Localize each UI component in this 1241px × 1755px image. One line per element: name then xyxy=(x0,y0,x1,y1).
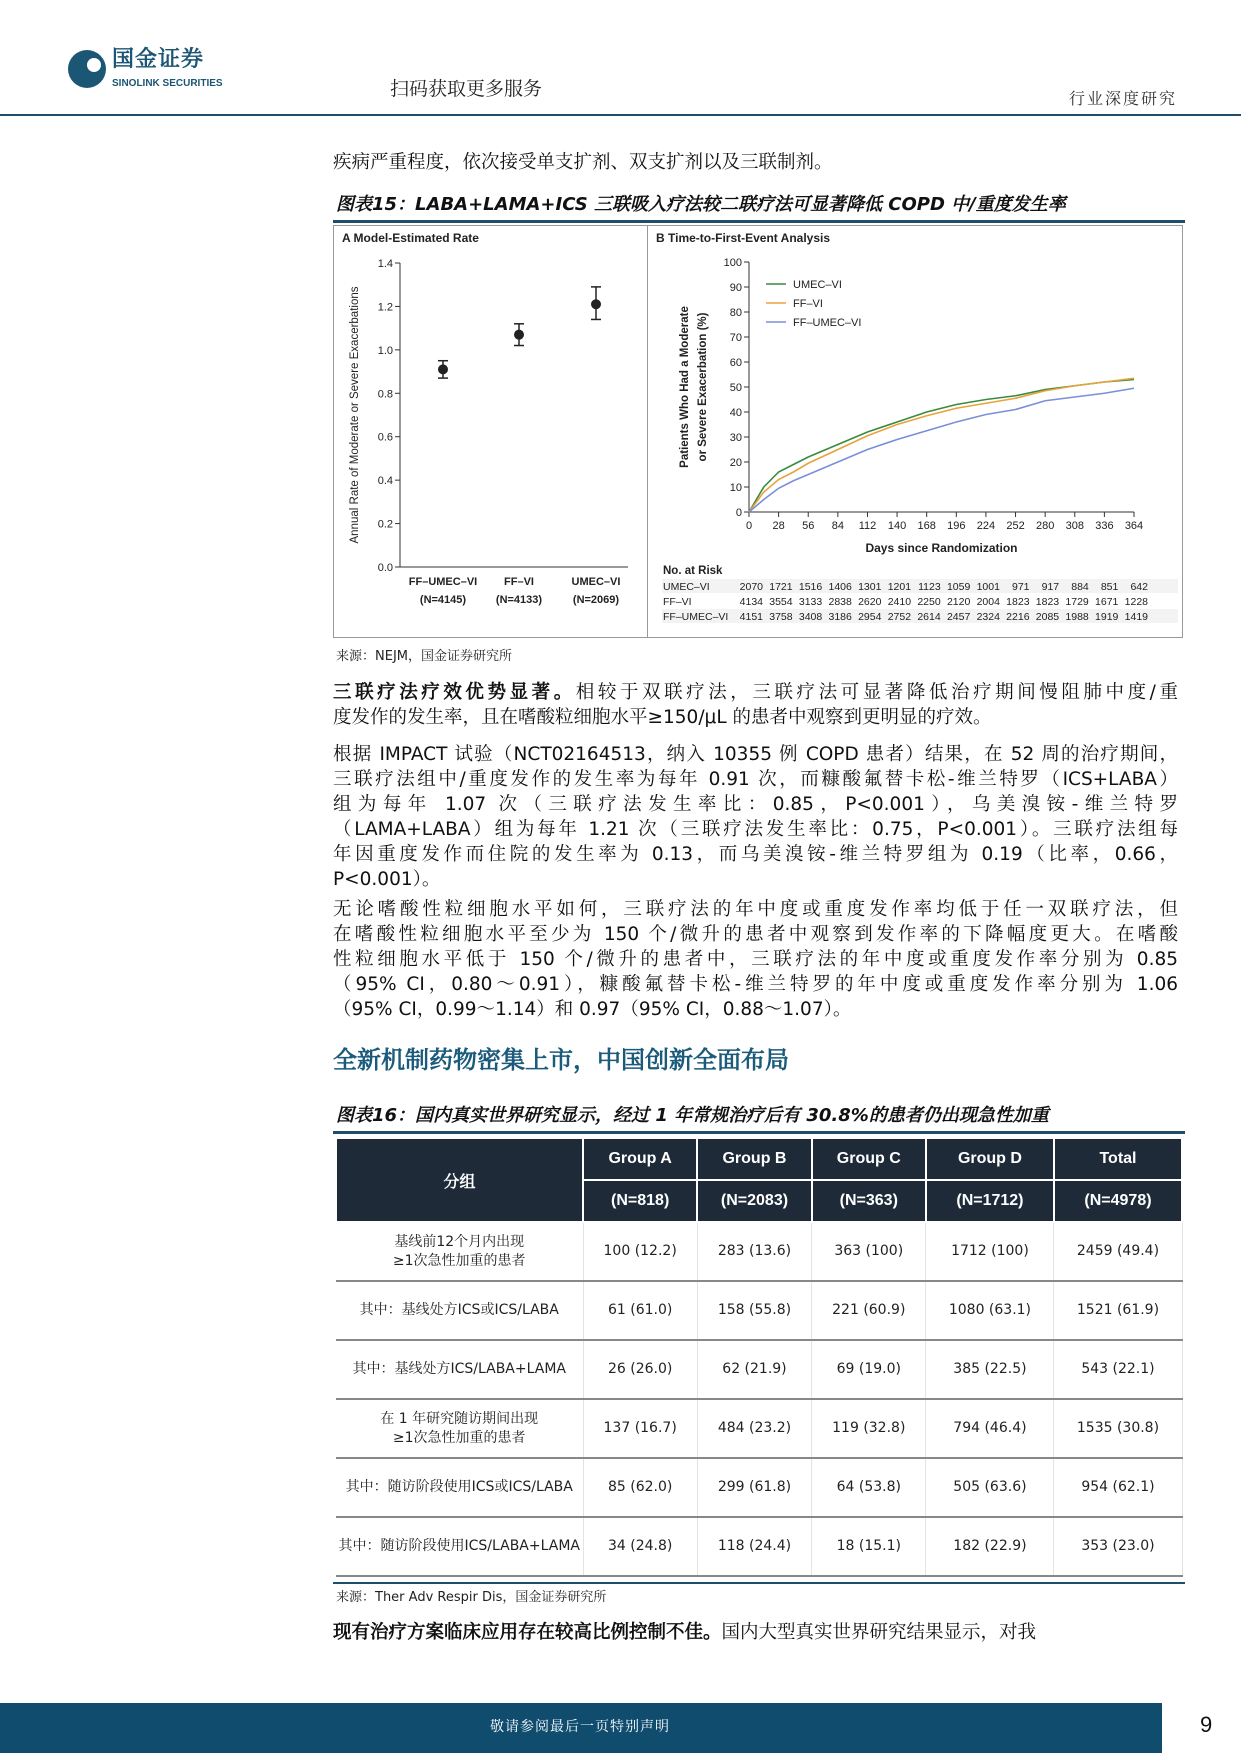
row-label-line: 在 1 年研究随访期间出现 xyxy=(380,1410,539,1427)
b-x-tick-label: 28 xyxy=(772,520,785,532)
para4-text: 国内大型真实世界研究结果显示，对我 xyxy=(721,1622,1037,1643)
table-cell: 543 (22.1) xyxy=(1054,1340,1182,1399)
row-label xyxy=(336,1222,583,1281)
risk-value: 1201 xyxy=(887,581,912,593)
table-row xyxy=(336,1340,1182,1399)
table-row xyxy=(336,1281,1182,1340)
risk-value: 1729 xyxy=(1065,596,1089,608)
table-cell: 64 (53.8) xyxy=(812,1458,926,1517)
table-cell: 137 (16.7) xyxy=(583,1399,697,1458)
a-y-label: Annual Rate of Moderate or Severe Exacerbations xyxy=(349,286,361,544)
table-cell: 34 (24.8) xyxy=(583,1517,697,1576)
col-header: Group B xyxy=(697,1138,811,1180)
para3-line: （95% CI，0.99～1.14）和 0.97（95% CI，0.88～1.07）。 xyxy=(333,999,852,1020)
row-label xyxy=(336,1517,583,1576)
para1-line: 度发作的发生率，且在嗜酸粒细胞水平≥150/μL 的患者中观察到更明显的疗效。 xyxy=(333,707,992,728)
b-x-tick-label: 112 xyxy=(858,520,877,532)
row-label-line: ≥1次急性加重的患者 xyxy=(392,1252,526,1269)
risk-value: 3408 xyxy=(798,611,823,623)
b-y-tick-label: 80 xyxy=(729,307,742,319)
table-cell: 484 (23.2) xyxy=(697,1399,811,1458)
scan-prompt: 扫码获取更多服务 xyxy=(390,78,543,100)
b-x-tick-label: 336 xyxy=(1095,520,1114,532)
risk-value: 3758 xyxy=(769,611,793,623)
table-cell: 85 (62.0) xyxy=(583,1458,697,1517)
table-cell: 363 (100) xyxy=(812,1222,926,1281)
b-y-label: Patients Who Had a Moderate xyxy=(679,306,691,468)
para1-text: 相较于双联疗法，三联疗法可显著降低治疗期间慢阻肺中度/重 xyxy=(575,682,1178,703)
table-cell: 26 (26.0) xyxy=(583,1340,697,1399)
b-y-tick-label: 50 xyxy=(729,382,742,394)
table-cell: 1535 (30.8) xyxy=(1054,1399,1182,1458)
table-bottom-rule xyxy=(333,1582,1185,1584)
a-y-tick-label: 0.4 xyxy=(377,475,393,488)
risk-value: 2614 xyxy=(917,611,941,623)
b-x-tick-label: 140 xyxy=(887,520,907,532)
b-x-tick-label: 364 xyxy=(1124,520,1144,532)
risk-value: 2120 xyxy=(946,596,971,608)
col-header-n: (N=818) xyxy=(583,1180,697,1222)
risk-value: 917 xyxy=(1041,581,1060,593)
b-legend-label: FF–UMEC–VI xyxy=(793,317,862,329)
risk-value: 1919 xyxy=(1095,611,1119,623)
risk-value: 1823 xyxy=(1006,596,1030,608)
risk-value: 2620 xyxy=(858,596,882,608)
risk-value: 884 xyxy=(1071,581,1089,593)
row-label xyxy=(336,1458,583,1517)
risk-value: 1988 xyxy=(1065,611,1089,623)
table-row xyxy=(336,1458,1182,1517)
b-x-tick-label: 84 xyxy=(831,520,844,532)
b-y-tick-label: 90 xyxy=(729,282,742,294)
table-cell: 2459 (49.4) xyxy=(1054,1222,1182,1281)
para4-line xyxy=(333,1620,1178,1645)
b-legend-label: FF–VI xyxy=(793,298,823,310)
a-x-n: (N=2069) xyxy=(572,594,620,606)
row-label xyxy=(336,1399,583,1458)
risk-value: 2004 xyxy=(976,596,1000,608)
risk-value: 2410 xyxy=(887,596,912,608)
a-y-tick-label: 1.2 xyxy=(377,301,393,314)
table-row xyxy=(336,1222,1182,1281)
row-label-line: 基线前12个月内出现 xyxy=(394,1233,525,1250)
section-heading: 全新机制药物密集上市，中国创新全面布局 xyxy=(333,1046,789,1074)
table-cell: 1080 (63.1) xyxy=(926,1281,1054,1340)
b-x-tick-label: 0 xyxy=(745,520,753,532)
a-point xyxy=(591,299,601,309)
a-y-tick-label: 1.0 xyxy=(377,344,393,357)
risk-value: 2752 xyxy=(887,611,912,623)
figure15-source: 来源：NEJM，国金证券研究所 xyxy=(336,649,512,664)
a-x-n: (N=4133) xyxy=(495,594,543,606)
col-header: Group A xyxy=(583,1138,697,1180)
col-header-n: (N=363) xyxy=(812,1180,926,1222)
a-x-label: FF–VI xyxy=(504,576,534,588)
b-x-tick-label: 196 xyxy=(947,520,966,532)
risk-title: No. at Risk xyxy=(663,565,723,577)
table-cell: 794 (46.4) xyxy=(926,1399,1054,1458)
b-x-tick-label: 224 xyxy=(976,520,996,532)
a-y-tick-label: 0.6 xyxy=(377,431,393,444)
para3-line: 无论嗜酸性粒细胞水平如何，三联疗法的年中度或重度发作率均低于任一双联疗法，但 xyxy=(333,899,1178,920)
b-y-tick-label: 60 xyxy=(729,357,742,369)
a-point xyxy=(514,330,524,340)
row-label-line: ≥1次急性加重的患者 xyxy=(392,1429,526,1446)
risk-row-label: UMEC–VI xyxy=(663,581,710,593)
b-y-tick-label: 70 xyxy=(729,332,742,344)
risk-row-label: FF–VI xyxy=(663,596,692,608)
b-x-tick-label: 252 xyxy=(1006,520,1025,532)
table-cell: 119 (32.8) xyxy=(812,1399,926,1458)
col-header-n: (N=1712) xyxy=(926,1180,1054,1222)
risk-value: 2250 xyxy=(917,596,941,608)
b-series-line xyxy=(749,388,1134,512)
a-point xyxy=(438,364,448,374)
b-x-label: Days since Randomization xyxy=(865,541,1018,555)
col-header: Group C xyxy=(812,1138,926,1180)
risk-row-label: FF–UMEC–VI xyxy=(663,611,729,623)
table-cell: 118 (24.4) xyxy=(697,1517,811,1576)
table-row xyxy=(336,1399,1182,1458)
para3-line: 在嗜酸性粒细胞水平至少为 150 个/微升的患者中观察到发作率的下降幅度更大。在嗜酸 xyxy=(333,924,1178,945)
table-cell: 62 (21.9) xyxy=(697,1340,811,1399)
a-x-n: (N=4145) xyxy=(419,594,467,606)
risk-value: 1419 xyxy=(1124,611,1148,623)
table-cell: 299 (61.8) xyxy=(697,1458,811,1517)
b-x-tick-label: 56 xyxy=(802,520,815,532)
table-cell: 1712 (100) xyxy=(926,1222,1054,1281)
risk-value: 2085 xyxy=(1035,611,1060,623)
b-y-tick-label: 40 xyxy=(729,407,742,419)
b-x-tick-label: 280 xyxy=(1035,520,1055,532)
para1-lead: 三联疗法疗效优势显著。 xyxy=(333,682,576,703)
table-cell: 505 (63.6) xyxy=(926,1458,1054,1517)
logo-name: 国金证券 xyxy=(112,47,205,72)
a-x-label: UMEC–VI xyxy=(571,576,621,588)
risk-value: 1059 xyxy=(946,581,971,593)
para4-lead: 现有治疗方案临床应用存在较高比例控制不佳。 xyxy=(333,1622,722,1643)
risk-value: 4151 xyxy=(739,611,763,623)
risk-value: 971 xyxy=(1012,581,1030,593)
figure16-rule xyxy=(333,1131,1185,1134)
b-y-label: or Severe Exacerbation (%) xyxy=(697,312,709,462)
report-type: 行业深度研究 xyxy=(1068,89,1177,108)
figure16-source: 来源：Ther Adv Respir Dis，国金证券研究所 xyxy=(336,1590,607,1605)
table-cell: 182 (22.9) xyxy=(926,1517,1054,1576)
table-cell: 385 (22.5) xyxy=(926,1340,1054,1399)
a-y-tick-label: 0.0 xyxy=(377,562,393,574)
table-cell: 221 (60.9) xyxy=(812,1281,926,1340)
table-cell: 954 (62.1) xyxy=(1054,1458,1182,1517)
risk-value: 3186 xyxy=(828,611,852,623)
risk-value: 1516 xyxy=(798,581,823,593)
risk-value: 2070 xyxy=(739,581,763,593)
b-series-line xyxy=(749,378,1134,512)
col-header-n: (N=2083) xyxy=(697,1180,811,1222)
row-label xyxy=(336,1281,583,1340)
table-row xyxy=(336,1517,1182,1576)
risk-value: 1823 xyxy=(1035,596,1060,608)
a-y-tick-label: 0.8 xyxy=(377,388,393,401)
para2-line: 三联疗法组中/重度发作的发生率为每年 0.91 次，而糠酸氟替卡松-维兰特罗（ICS+LABA） xyxy=(333,769,1178,790)
table-cell: 100 (12.2) xyxy=(583,1222,697,1281)
para2-line: 组为每年 1.07 次（三联疗法发生率比：0.85，P<0.001），乌美溴铵-维兰特罗 xyxy=(333,794,1178,815)
b-x-tick-label: 168 xyxy=(917,520,936,532)
risk-value: 2457 xyxy=(946,611,971,623)
b-y-tick-label: 100 xyxy=(723,257,742,269)
exacerbation-table xyxy=(335,1137,1183,1577)
risk-value: 1228 xyxy=(1124,596,1148,608)
a-x-label: FF–UMEC–VI xyxy=(408,576,478,588)
b-x-tick-label: 308 xyxy=(1065,520,1084,532)
a-y-tick-label: 1.4 xyxy=(377,258,393,270)
row-label-line: 其中：随访阶段使用ICS/LABA+LAMA xyxy=(338,1538,580,1554)
risk-value: 4134 xyxy=(739,596,763,608)
table-cell: 69 (19.0) xyxy=(812,1340,926,1399)
risk-value: 3554 xyxy=(769,596,793,608)
para3-line: 性粒细胞水平低于 150 个/微升的患者中，三联疗法的年中度或重度发作率分别为 0.85 xyxy=(333,949,1178,970)
logo-english: SINOLINK SECURITIES xyxy=(112,78,223,89)
figure15-charts xyxy=(0,0,1241,660)
para2-line: 根据 IMPACT 试验（NCT02164513，纳入 10355 例 COPD 患者）结果，在 52 周的治疗期间， xyxy=(333,744,1178,765)
a-y-tick-label: 0.2 xyxy=(377,518,393,531)
risk-value: 1301 xyxy=(858,581,882,593)
figure16-title: 图表16：国内真实世界研究显示，经过 1 年常规治疗后有 30.8%的患者仍出现急性加重 xyxy=(336,1105,1049,1126)
risk-value: 1123 xyxy=(918,581,941,593)
b-y-tick-label: 20 xyxy=(729,457,742,469)
footer-disclaimer: 敬请参阅最后一页特别声明 xyxy=(490,1719,670,1735)
b-legend-label: UMEC–VI xyxy=(793,279,842,291)
para2-line: P<0.001）。 xyxy=(333,869,441,890)
risk-value: 1721 xyxy=(769,581,793,593)
row-label-line: 其中：基线处方ICS/LABA+LAMA xyxy=(352,1361,566,1377)
table-cell: 283 (13.6) xyxy=(697,1222,811,1281)
table-cell: 61 (61.0) xyxy=(583,1281,697,1340)
col-header: Group D xyxy=(926,1138,1054,1180)
risk-value: 3133 xyxy=(798,596,823,608)
risk-value: 2838 xyxy=(828,596,852,608)
b-y-tick-label: 30 xyxy=(729,432,742,444)
b-y-tick-label: 0 xyxy=(735,507,742,519)
risk-value: 642 xyxy=(1130,581,1148,593)
row-label-line: 其中：基线处方ICS或ICS/LABA xyxy=(359,1302,559,1318)
risk-value: 1406 xyxy=(828,581,852,593)
para2-line: （LAMA+LABA）组为每年 1.21 次（三联疗法发生率比：0.75，P<0.001）。三联疗法组每 xyxy=(333,819,1178,840)
intro-text: 疾病严重程度，依次接受单支扩剂、双支扩剂以及三联制剂。 xyxy=(333,152,833,173)
table-cell: 158 (55.8) xyxy=(697,1281,811,1340)
risk-value: 2324 xyxy=(976,611,1000,623)
risk-value: 2216 xyxy=(1006,611,1030,623)
risk-value: 1671 xyxy=(1095,596,1119,608)
risk-value: 851 xyxy=(1100,581,1119,593)
table-cell: 18 (15.1) xyxy=(812,1517,926,1576)
para3-line: （95% CI，0.80～0.91），糠酸氟替卡松-维兰特罗的年中度或重度发作率分别为 1.06 xyxy=(333,974,1178,995)
b-series-line xyxy=(749,380,1134,513)
risk-value: 2954 xyxy=(858,611,882,623)
para2-line: 年因重度发作而住院的发生率为 0.13，而乌美溴铵-维兰特罗组为 0.19（比率，0.66， xyxy=(333,844,1178,865)
col-header: Total xyxy=(1054,1138,1182,1180)
para1-line xyxy=(333,680,1178,705)
figure15-title: 图表15：LABA+LAMA+ICS 三联吸入疗法较二联疗法可显著降低 COPD 中/重度发生率 xyxy=(336,194,1066,215)
page-number: 9 xyxy=(1200,1712,1213,1737)
row-label-line: 其中：随访阶段使用ICS或ICS/LABA xyxy=(345,1479,573,1495)
risk-value: 1001 xyxy=(976,581,1000,593)
table-cell: 353 (23.0) xyxy=(1054,1517,1182,1576)
panel-b-title: B Time-to-First-Event Analysis xyxy=(656,231,831,245)
col-header-group: 分组 xyxy=(336,1138,583,1222)
table-cell: 1521 (61.9) xyxy=(1054,1281,1182,1340)
row-label xyxy=(336,1340,583,1399)
b-y-tick-label: 10 xyxy=(729,482,742,494)
panel-a-title: A Model-Estimated Rate xyxy=(342,231,479,245)
col-header-n: (N=4978) xyxy=(1054,1180,1182,1222)
